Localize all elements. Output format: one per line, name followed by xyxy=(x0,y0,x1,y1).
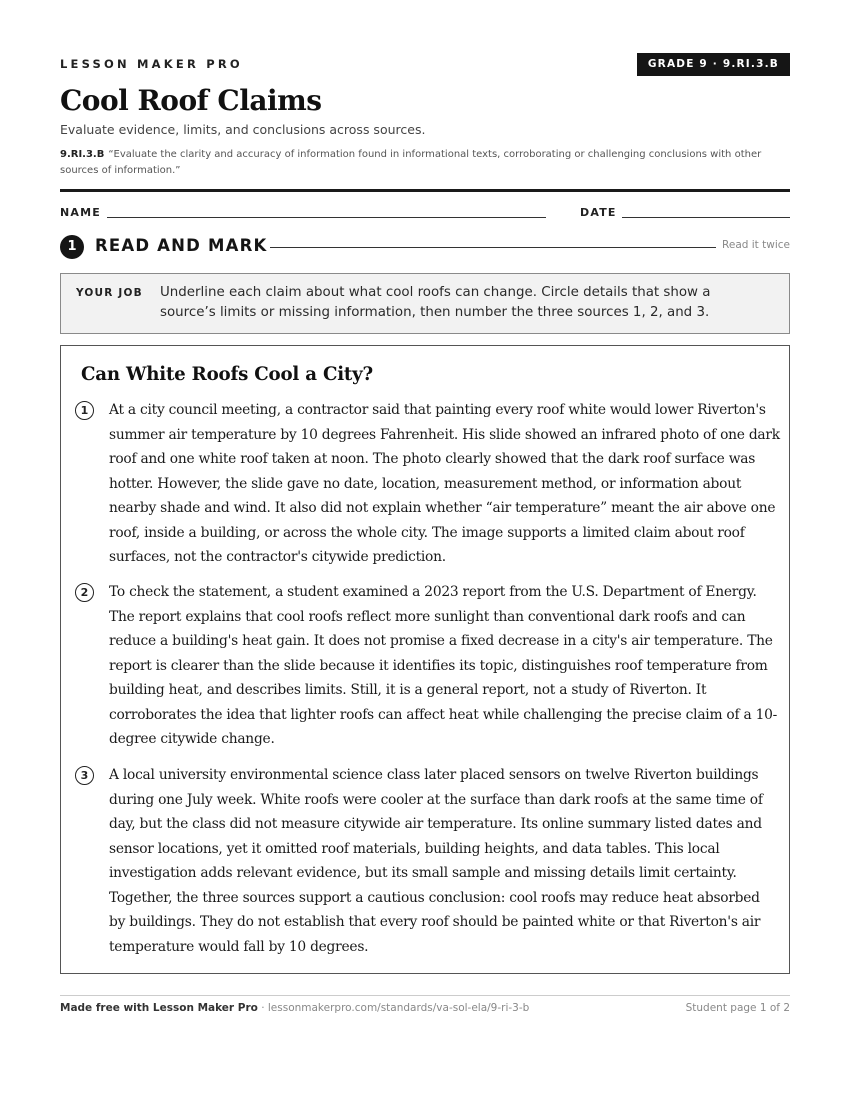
section-title: READ AND MARK xyxy=(95,236,268,255)
footer-credit xyxy=(60,1002,529,1014)
text-line: by buildings. They do not establish that every roof should be painted white or that Riverton's air xyxy=(109,914,761,930)
text-line: Together, the three sources support a cautious conclusion: cool roofs may reduce heat absorbed xyxy=(109,889,760,906)
text-line: reduce a building's heat gain. It does not promise a fixed decrease in a city's air temperature. The xyxy=(109,633,773,649)
footer-url: lessonmakerpro.com/standards/va-sol-ela/9-ri-3-b xyxy=(267,1002,530,1014)
job-text: Underline each claim about what cool roofs can change. Circle details that show a source’s limits or missing information, then number the three sources 1, 2, and 3. xyxy=(160,285,711,320)
job-instructions-box xyxy=(60,273,790,334)
text-line: report is clearer than the slide because it identifies its topic, distinguishes roof temperature from xyxy=(109,657,768,674)
standard-statement xyxy=(60,147,795,179)
text-line: temperature would fall by 10 degrees. xyxy=(109,938,369,955)
text-line: roof, inside a building, or across the whole city. The image supports a limited claim about roof xyxy=(109,524,745,541)
grade-badge: GRADE 9 · 9.RI.3.B xyxy=(637,53,790,76)
page-subtitle: Evaluate evidence, limits, and conclusions across sources. xyxy=(60,122,426,137)
text-line: building heat, and describes limits. Still, it is a general report, not a study of Riverton. It xyxy=(109,682,707,698)
standard-text: “Evaluate the clarity and accuracy of information found in informational texts, corroborating or challenging conclusions with other sources of information.” xyxy=(60,149,762,176)
footer-page-number: Student page 1 of 2 xyxy=(685,1002,790,1014)
section-number-badge: 1 xyxy=(60,235,84,259)
section-divider xyxy=(270,247,716,248)
text-line: The report explains that cool roofs reflect more sunlight than conventional dark roofs and can xyxy=(109,608,746,625)
date-label: DATE xyxy=(580,206,617,219)
footer-made-with: Made free with Lesson Maker Pro xyxy=(60,1002,258,1014)
reading-passage-box xyxy=(60,345,790,974)
text-line: sensor locations, yet it omitted roof materials, building heights, and data tables. This local xyxy=(109,840,720,857)
text-line: corroborates the idea that lighter roofs can affect heat while challenging the precise claim of a 10- xyxy=(109,706,778,723)
name-label: NAME xyxy=(60,206,101,219)
paragraph-text xyxy=(109,398,780,570)
brand-name: LESSON MAKER PRO xyxy=(60,57,243,71)
job-label: YOUR JOB xyxy=(76,287,143,299)
text-line: degree citywide change. xyxy=(109,731,275,747)
text-line: roof and one white roof taken at noon. The photo clearly showed that the dark roof surface was xyxy=(109,451,756,467)
section-note: Read it twice xyxy=(722,239,790,251)
name-field-line[interactable] xyxy=(107,217,546,218)
text-line: To check the statement, a student examined a 2023 report from the U.S. Department of Energy. xyxy=(109,584,757,600)
text-line: investigation adds relevant evidence, but its small sample and missing details limit certainty. xyxy=(109,865,737,881)
paragraph-number-badge: 3 xyxy=(75,766,94,785)
footer-divider xyxy=(60,995,790,996)
text-line: during one July week. White roofs were cooler at the surface than dark roofs at the same time of xyxy=(109,791,763,808)
page-title: Cool Roof Claims xyxy=(60,84,322,117)
text-line: hotter. However, the slide gave no date, location, measurement method, or information about xyxy=(109,475,742,492)
paragraph-text xyxy=(109,763,775,959)
text-line: surfaces, not the contractor's citywide prediction. xyxy=(109,549,446,565)
standard-code: 9.RI.3.B xyxy=(60,149,105,160)
footer-separator: · xyxy=(257,1002,268,1014)
paragraph-number-badge: 1 xyxy=(75,401,94,420)
text-line: A local university environmental science class later placed sensors on twelve Riverton buildings xyxy=(109,767,759,783)
text-line: At a city council meeting, a contractor said that painting every roof white would lower Riverton's xyxy=(109,402,766,418)
text-line: day, but the class did not measure citywide air temperature. Its online summary listed dates and xyxy=(109,816,762,832)
date-field-line[interactable] xyxy=(622,217,790,218)
paragraph-number-badge: 2 xyxy=(75,583,94,602)
header-divider xyxy=(60,189,790,192)
text-line: nearby shade and wind. It also did not explain whether “air temperature” meant the air above one xyxy=(109,500,776,516)
text-line: summer air temperature by 10 degrees Fahrenheit. His slide showed an infrared photo of one dark xyxy=(109,426,780,443)
paragraph-text xyxy=(109,580,778,752)
passage-title: Can White Roofs Cool a City? xyxy=(81,364,373,385)
